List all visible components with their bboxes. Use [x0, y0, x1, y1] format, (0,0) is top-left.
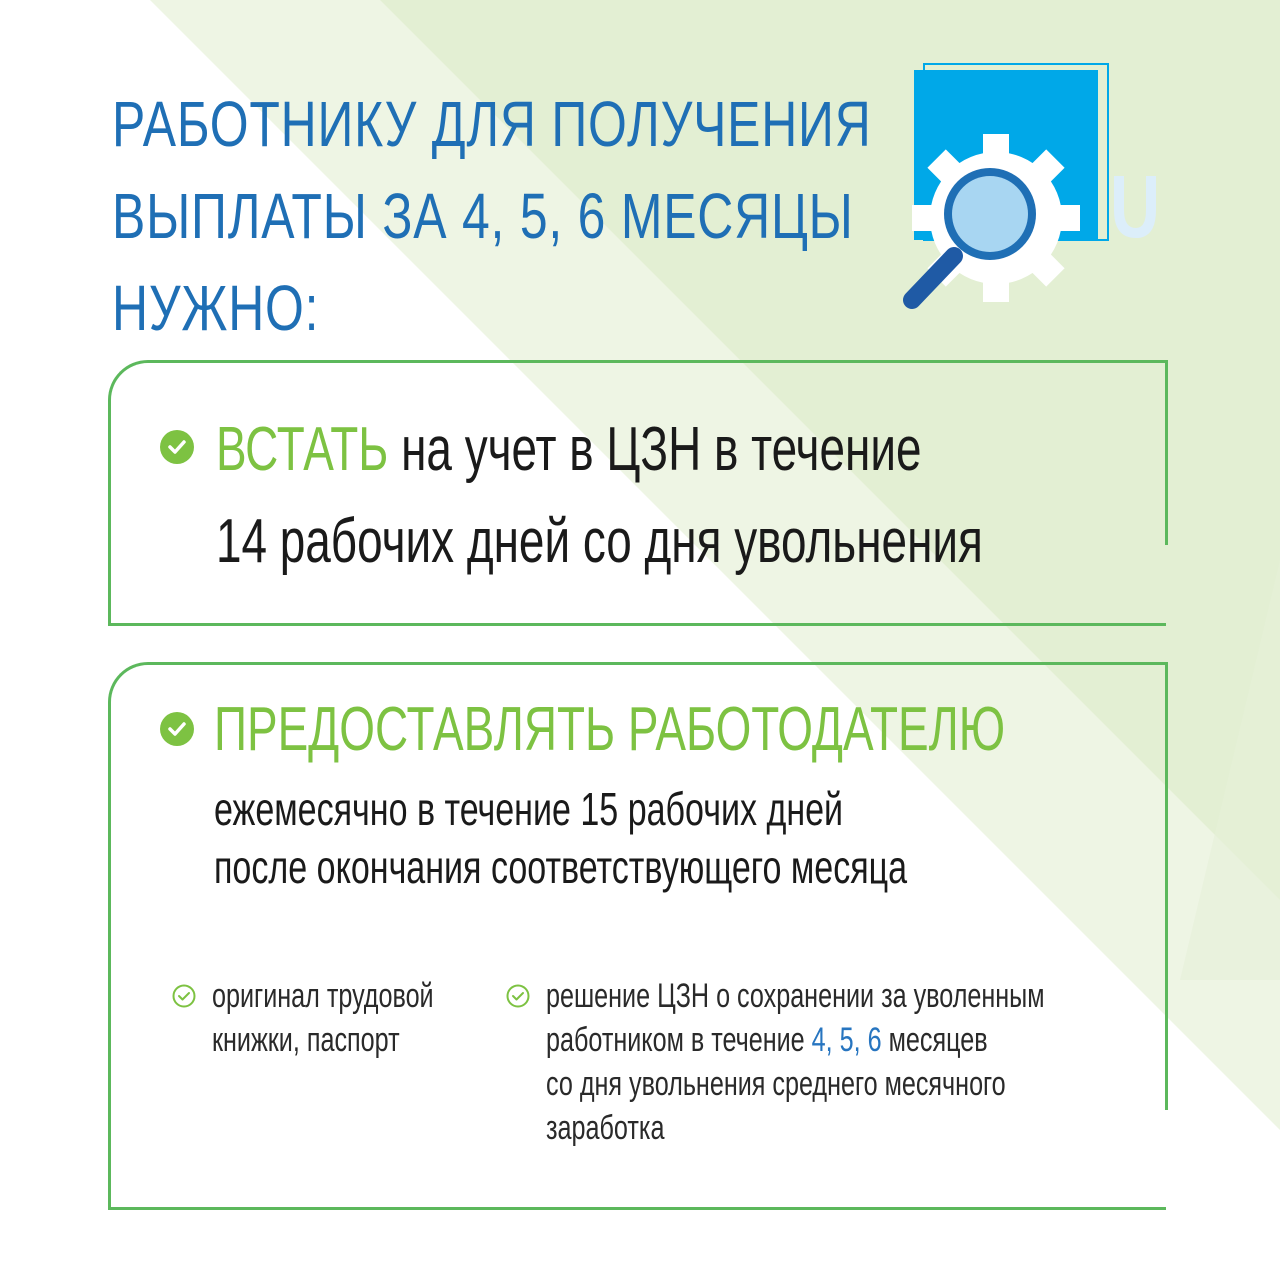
item2-months: 4, 5, 6 [811, 1021, 882, 1059]
card1-line-2: 14 рабочих дней со дня увольнения [216, 507, 983, 576]
check-circle-icon [160, 430, 194, 464]
card2-line-3: после окончания соответствующего месяца [214, 841, 908, 893]
card1-highlight: ВСТАТЬ [216, 415, 389, 484]
item1-line-2: книжки, паспорт [212, 1021, 400, 1059]
card1-line1-rest: на учет в ЦЗН в течение [388, 415, 922, 484]
check-outline-icon [172, 984, 196, 1008]
card1-line-1 [216, 414, 921, 486]
card2-line-2: ежемесячно в течение 15 рабочих дней [214, 783, 844, 835]
item2-line2-prefix: работником в течение [546, 1021, 812, 1059]
item2-line-1: решение ЦЗН о сохранении за уволенным [546, 977, 1045, 1015]
card-register [108, 360, 1166, 626]
item2-line-3: со дня увольнения среднего месячного [546, 1065, 1006, 1103]
title-line-2: ВЫПЛАТЫ ЗА 4, 5, 6 МЕСЯЦЫ [112, 180, 854, 252]
item2-line-2 [546, 1018, 988, 1062]
title-line-1: РАБОТНИКУ ДЛЯ ПОЛУЧЕНИЯ [112, 88, 872, 160]
page-title [112, 78, 872, 354]
check-outline-icon [506, 984, 530, 1008]
title-line-3: НУЖНО: [112, 272, 320, 344]
item1-line-1: оригинал трудовой [212, 977, 434, 1015]
check-circle-icon [160, 712, 194, 746]
card2-highlight: ПРЕДОСТАВЛЯТЬ РАБОТОДАТЕЛЮ [214, 695, 1006, 764]
gear-magnifier-icon [896, 60, 1166, 320]
item2-line-4: заработка [546, 1109, 665, 1147]
item2-line2-suffix: месяцев [881, 1021, 988, 1059]
